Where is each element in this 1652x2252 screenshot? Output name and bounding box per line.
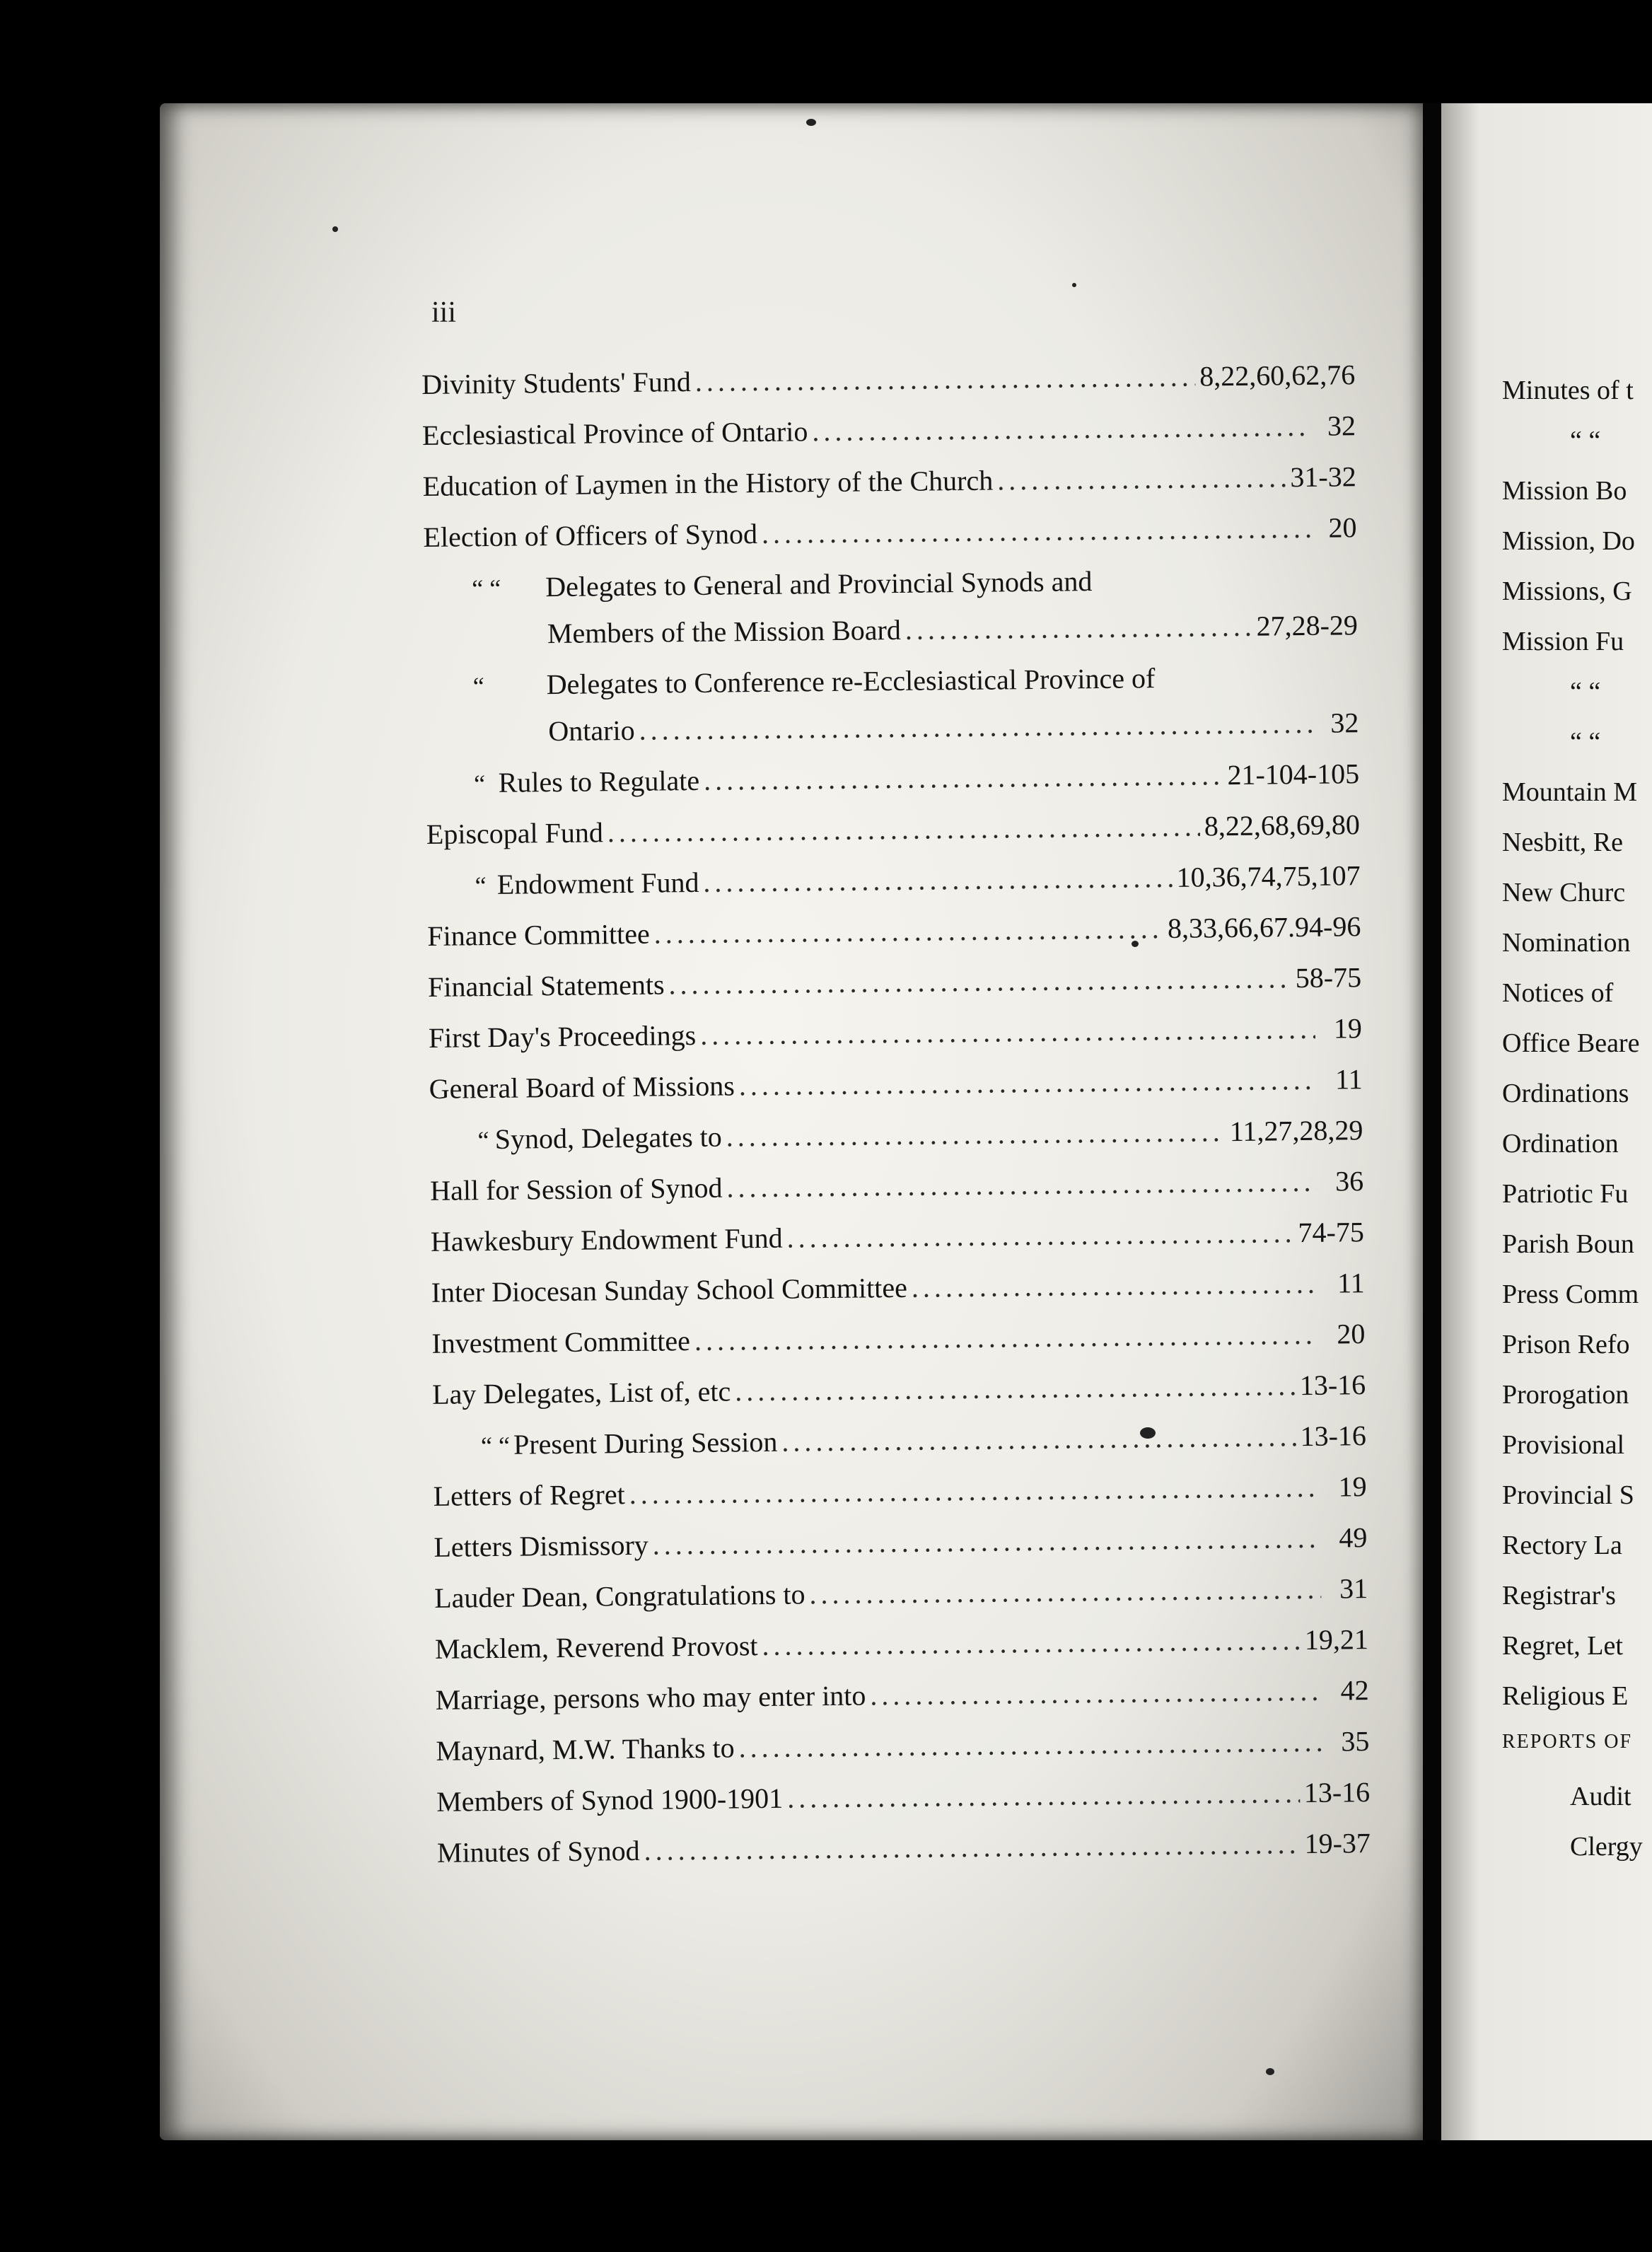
entry-label: Present During Session — [513, 1425, 778, 1461]
entry-pages: 27,28-29 — [1256, 609, 1359, 642]
ditto-mark: “ “ — [472, 574, 501, 603]
entry-label: Inter Diocesan Sunday School Committee — [431, 1271, 908, 1308]
dot-leader — [726, 1165, 1317, 1205]
index-entry — [437, 1826, 1371, 1887]
entry-pages: 8,22,60,62,76 — [1199, 359, 1356, 393]
entry-pages: 13-16 — [1303, 1776, 1371, 1809]
fragment-entry: Press Comm — [1502, 1279, 1639, 1309]
fragment-entry: Prorogation — [1502, 1380, 1629, 1410]
dot-leader — [738, 1725, 1322, 1765]
index-entry — [426, 757, 1360, 818]
index-entry — [426, 808, 1361, 869]
entry-label: Lay Delegates, List of, etc — [431, 1375, 731, 1410]
entry-pages: 19 — [1338, 1470, 1367, 1503]
entry-label: Macklem, Reverend Provost — [434, 1630, 758, 1665]
dot-leader — [997, 460, 1286, 497]
dust-speck — [806, 119, 816, 126]
right-page-fragments — [1502, 375, 1652, 1881]
dot-leader — [639, 707, 1312, 747]
index-entry — [434, 1572, 1368, 1632]
entry-label: Education of Laymen in the History of the Church — [422, 464, 994, 502]
dot-leader — [762, 1623, 1301, 1662]
index-entries — [421, 358, 1371, 1887]
entry-pages: 32 — [1327, 410, 1356, 442]
entry-label: Delegates to General and Provincial Synods and — [545, 565, 1093, 603]
fragment-entry: Religious E — [1502, 1681, 1629, 1711]
fragment-entry: Mission, Do — [1502, 526, 1635, 556]
index-entry — [431, 1266, 1365, 1327]
entry-pages: 58-75 — [1295, 961, 1362, 994]
fragment-entry: Prison Refo — [1502, 1330, 1630, 1359]
entry-label: Episcopal Fund — [426, 816, 604, 850]
dot-leader — [704, 758, 1223, 797]
entry-pages: 11,27,28,29 — [1229, 1114, 1363, 1148]
entry-label: Synod, Delegates to — [494, 1120, 723, 1155]
entry-label: First Day's Proceedings — [428, 1018, 697, 1054]
fragment-entry: New Churc — [1502, 878, 1626, 907]
dust-speck — [1132, 941, 1139, 947]
dot-leader — [809, 1572, 1321, 1611]
fragment-entry: Registrar's — [1502, 1581, 1616, 1610]
index-entry — [425, 706, 1359, 767]
entry-pages: 8,33,66,67.94-96 — [1167, 910, 1361, 944]
index-entry — [426, 859, 1361, 919]
entry-pages: 20 — [1337, 1318, 1366, 1350]
dust-speck — [332, 226, 338, 232]
fragment-entry: Mission Bo — [1502, 476, 1627, 506]
dot-leader — [703, 861, 1173, 899]
fragment-entry: Minutes of t — [1502, 376, 1634, 405]
entry-label: Hawkesbury Endowment Fund — [430, 1221, 783, 1258]
fragment-entry: Provisional — [1502, 1430, 1625, 1460]
entry-pages: 31 — [1339, 1572, 1368, 1605]
fragment-heading: REPORTS OF — [1502, 1731, 1633, 1753]
dot-leader — [607, 810, 1200, 849]
entry-pages: 20 — [1328, 511, 1357, 544]
entry-pages: 11 — [1334, 1063, 1363, 1096]
index-entry — [435, 1623, 1369, 1683]
ditto-mark: “ “ — [480, 1431, 511, 1461]
entry-label: General Board of Missions — [429, 1069, 735, 1105]
entry-label: Rules to Regulate — [498, 764, 700, 799]
fragment-entry: Audit — [1570, 1782, 1631, 1811]
fragment-entry: Office Beare — [1502, 1028, 1640, 1058]
entry-label: Members of Synod 1900-1901 — [436, 1782, 784, 1818]
dot-leader — [700, 1012, 1315, 1052]
entry-label: Members of the Mission Board — [547, 613, 902, 650]
dot-leader — [739, 1063, 1316, 1103]
fragment-entry: “ “ — [1570, 677, 1601, 707]
index-entry — [423, 511, 1357, 571]
entry-pages: 32 — [1330, 707, 1359, 739]
entry-label: Letters Dismissory — [434, 1528, 648, 1563]
index-entry — [424, 608, 1359, 669]
fragment-entry: Ordination — [1502, 1129, 1619, 1159]
entry-pages: 13-16 — [1299, 1369, 1366, 1402]
ditto-mark: “ — [475, 871, 487, 900]
ditto-mark: “ — [477, 1126, 489, 1155]
entry-label: Maynard, M.W. Thanks to — [436, 1731, 735, 1767]
index-entry — [436, 1724, 1370, 1785]
index-entry — [422, 409, 1356, 470]
index-entry — [433, 1470, 1367, 1531]
fragment-entry: Clergy — [1570, 1832, 1643, 1862]
entry-pages: 49 — [1339, 1521, 1368, 1554]
fragment-entry: Rectory La — [1502, 1531, 1622, 1560]
entry-pages: 35 — [1341, 1725, 1370, 1758]
fragment-entry: Ordinations — [1502, 1079, 1629, 1108]
dot-leader — [653, 1521, 1321, 1562]
page-number: iii — [431, 296, 457, 329]
fragment-entry: Nomination — [1502, 928, 1631, 958]
dot-leader — [870, 1674, 1322, 1712]
dot-leader — [629, 1470, 1320, 1511]
dot-leader — [644, 1827, 1300, 1867]
index-entry — [423, 460, 1357, 521]
fragment-entry: Mountain M — [1502, 777, 1638, 807]
entry-pages: 21-104-105 — [1227, 758, 1360, 791]
dot-leader — [726, 1115, 1226, 1153]
entry-label: Divinity Students' Fund — [421, 366, 692, 400]
fragment-entry: Parish Boun — [1502, 1229, 1634, 1259]
index-entry — [435, 1673, 1369, 1734]
dot-leader — [781, 1420, 1296, 1458]
entry-label: Delegates to Conference re-Ecclesiastical Province of — [546, 662, 1156, 701]
ditto-mark: “ — [472, 672, 484, 701]
entry-label: Lauder Dean, Congratulations to — [434, 1578, 805, 1614]
index-entry — [431, 1215, 1365, 1276]
index-entry — [430, 1164, 1364, 1225]
entry-label: Finance Committee — [427, 917, 651, 952]
index-entry — [433, 1419, 1367, 1480]
entry-label: Investment Committee — [431, 1325, 691, 1359]
fragment-entry: “ “ — [1570, 727, 1601, 757]
fragment-entry: Nesbitt, Re — [1502, 828, 1623, 857]
index-entry — [429, 1011, 1363, 1072]
fragment-entry: Notices of — [1502, 978, 1614, 1008]
entry-pages: 36 — [1334, 1165, 1364, 1197]
entry-label: Hall for Session of Synod — [429, 1171, 723, 1207]
entry-label: Marriage, persons who may enter into — [435, 1679, 866, 1716]
dot-leader — [695, 360, 1196, 398]
index-entry — [431, 1317, 1366, 1378]
dot-leader — [668, 961, 1291, 1001]
entry-label: Minutes of Synod — [436, 1834, 640, 1869]
fragment-entry: Mission Fu — [1502, 627, 1624, 656]
index-entry — [428, 960, 1362, 1021]
entry-pages: 19-37 — [1304, 1827, 1371, 1860]
dot-leader — [812, 410, 1309, 448]
dot-leader — [735, 1369, 1296, 1408]
dot-leader — [654, 912, 1164, 951]
entry-label: Ontario — [548, 714, 635, 748]
ditto-mark: “ — [473, 770, 486, 799]
index-entry — [434, 1521, 1368, 1581]
dot-leader — [762, 511, 1310, 550]
entry-label: Ecclesiastical Province of Ontario — [421, 415, 808, 451]
dust-speck — [1140, 1427, 1156, 1439]
index-entry — [429, 1113, 1363, 1174]
dot-leader — [786, 1216, 1293, 1255]
fragment-entry: Provincial S — [1502, 1480, 1634, 1510]
dot-leader — [905, 610, 1252, 646]
index-entry — [429, 1062, 1363, 1123]
dust-speck — [1072, 283, 1076, 287]
fragment-entry: Patriotic Fu — [1502, 1179, 1629, 1209]
entry-pages: 42 — [1340, 1674, 1369, 1707]
dot-leader — [912, 1267, 1318, 1304]
entry-pages: 19,21 — [1304, 1623, 1369, 1656]
entry-label: Endowment Fund — [496, 866, 699, 900]
index-entry — [427, 910, 1361, 970]
entry-pages: 10,36,74,75,107 — [1176, 859, 1361, 893]
entry-pages: 8,22,68,69,80 — [1204, 808, 1361, 842]
index-entry — [421, 358, 1356, 419]
entry-label: Financial Statements — [427, 968, 665, 1003]
entry-pages: 31-32 — [1290, 460, 1356, 494]
entry-pages: 74-75 — [1298, 1216, 1365, 1249]
index-entry — [432, 1368, 1366, 1429]
dot-leader — [787, 1776, 1300, 1815]
entry-label: Election of Officers of Synod — [423, 518, 758, 553]
entry-pages: 11 — [1337, 1267, 1365, 1299]
entry-pages: 19 — [1333, 1012, 1363, 1045]
entry-label: Letters of Regret — [433, 1478, 625, 1512]
book-gutter — [1423, 103, 1441, 2140]
index-entry — [436, 1775, 1371, 1836]
fragment-entry: Regret, Let — [1502, 1631, 1623, 1661]
dot-leader — [694, 1318, 1319, 1357]
fragment-entry: “ “ — [1570, 426, 1601, 455]
fragment-entry: Missions, G — [1502, 576, 1632, 606]
entry-pages: 13-16 — [1300, 1420, 1367, 1453]
dust-speck — [1266, 2068, 1274, 2075]
